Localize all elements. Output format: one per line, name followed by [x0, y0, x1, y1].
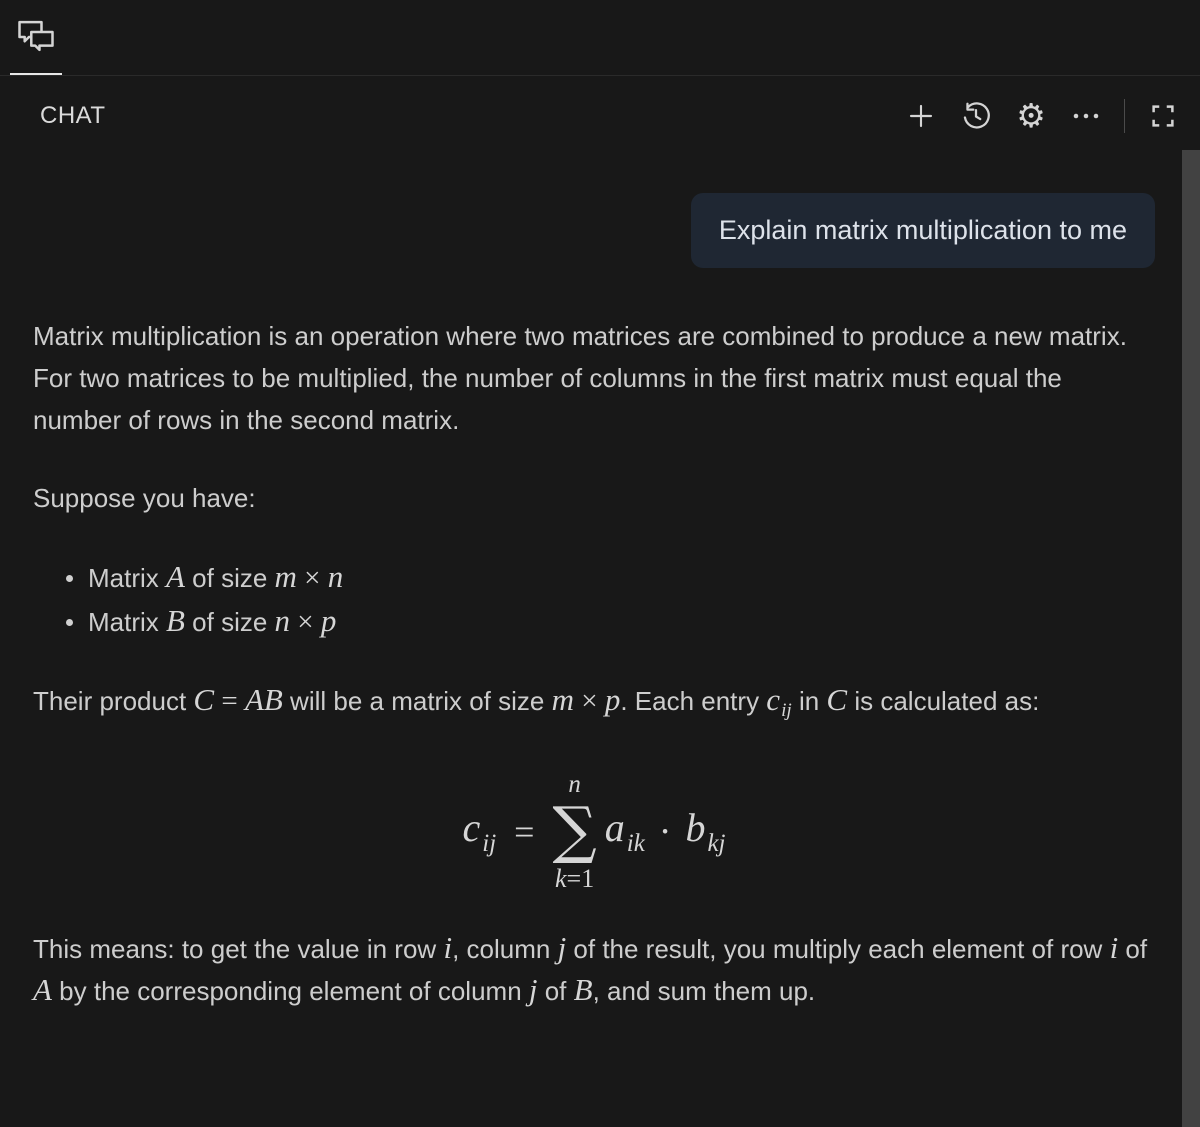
- inline-math: C: [193, 682, 215, 717]
- text-run: , column: [452, 933, 558, 964]
- inline-math: n: [274, 603, 291, 638]
- summation-upper-limit: n: [568, 771, 581, 798]
- text-run: by the corresponding element of column: [51, 975, 529, 1006]
- inline-math: m: [551, 682, 574, 717]
- math-subscript: ij: [482, 829, 497, 857]
- text-run: . Each entry: [620, 686, 767, 716]
- inline-math: n: [327, 559, 344, 594]
- text-run: of: [537, 975, 574, 1006]
- display-math-formula: [33, 772, 1155, 892]
- tab-chat[interactable]: [10, 0, 62, 75]
- text-run: Their product: [33, 686, 194, 716]
- toolbar: [883, 96, 1180, 135]
- paragraph: [33, 928, 1155, 1012]
- bullet-list: [33, 556, 1155, 644]
- math-subscript: kj: [707, 829, 726, 857]
- list-item: [33, 600, 1155, 644]
- text-run: of size: [184, 563, 275, 593]
- inline-math-operator: ×: [290, 606, 321, 638]
- list-item: [33, 556, 1155, 600]
- inline-math-operator: ×: [573, 685, 605, 717]
- inline-math: cij: [766, 682, 792, 721]
- gear-icon: ⚙: [1016, 96, 1046, 135]
- inline-math: p: [320, 603, 337, 638]
- dot-operator: ·: [658, 810, 672, 853]
- new-chat-button[interactable]: [904, 99, 938, 133]
- text-run: Matrix multiplication is an operation where two matrices are combined to produce a new matrix. For two matrices to be multiplied, the number of columns in the first matrix must equal the number of rows in the second matrix.: [33, 321, 1127, 435]
- inline-math-operator: =: [214, 685, 245, 717]
- inline-math: A: [33, 971, 52, 1007]
- settings-button[interactable]: [1014, 96, 1048, 135]
- toolbar-divider: [1124, 99, 1125, 133]
- panel-title: CHAT: [40, 101, 106, 129]
- summation: [552, 772, 596, 892]
- inline-math: m: [274, 559, 297, 594]
- inline-math: A: [166, 559, 185, 594]
- text-run: of size: [184, 607, 275, 637]
- text-run: in: [791, 686, 827, 716]
- user-message-row: [33, 193, 1155, 268]
- history-icon: [960, 100, 992, 132]
- inline-math-operator: ×: [296, 562, 328, 594]
- inline-math: B: [166, 603, 185, 638]
- math-subscript: ik: [626, 829, 645, 857]
- text-run: of the result, you multiply each element of row: [566, 933, 1110, 964]
- more-actions-button[interactable]: [1069, 99, 1103, 133]
- inline-math: i: [1109, 929, 1119, 965]
- panel-tab-bar: [0, 0, 1200, 76]
- text-run: will be a matrix of size: [282, 686, 552, 716]
- math-subscript: ij: [781, 699, 792, 721]
- ellipsis-icon: [1070, 100, 1102, 132]
- inline-math: p: [604, 682, 621, 717]
- text-run: of: [1118, 933, 1148, 964]
- panel-header: [0, 76, 1200, 155]
- text-run: is calculated as:: [847, 686, 1040, 716]
- inline-math: B: [573, 971, 593, 1007]
- assistant-message: [33, 315, 1155, 1012]
- text-run: , and sum them up.: [592, 975, 816, 1006]
- paragraph: [33, 477, 1155, 519]
- paragraph: [33, 680, 1155, 722]
- text-run: Matrix: [88, 563, 166, 593]
- text-run: Suppose you have:: [33, 483, 256, 513]
- expand-icon: [1148, 101, 1178, 131]
- user-message-bubble: Explain matrix multiplication to me: [691, 193, 1155, 268]
- summation-lower-limit: k=1: [555, 863, 595, 893]
- inline-math: C: [826, 682, 848, 717]
- sigma-symbol: ∑: [552, 793, 597, 866]
- history-button[interactable]: [959, 99, 993, 133]
- scrollbar-thumb[interactable]: [1182, 150, 1200, 1127]
- inline-math: j: [528, 971, 538, 1007]
- comment-discussion-icon: [14, 15, 58, 59]
- plus-icon: [905, 100, 937, 132]
- text-run: This means: to get the value in row: [33, 933, 444, 964]
- chat-messages: [0, 155, 1200, 1012]
- equals-sign: =: [514, 811, 535, 852]
- inline-math: AB: [244, 682, 283, 717]
- inline-math: j: [557, 929, 567, 965]
- paragraph: [33, 315, 1155, 441]
- math-term-b: $b_{kj}$: [685, 804, 726, 857]
- inline-math: i: [443, 929, 453, 965]
- text-run: Matrix: [88, 607, 166, 637]
- math-term-a: $a_{ik}$: [604, 804, 645, 857]
- math-term-lhs: $c_{ij}$: [462, 804, 497, 857]
- expand-button[interactable]: [1146, 99, 1180, 133]
